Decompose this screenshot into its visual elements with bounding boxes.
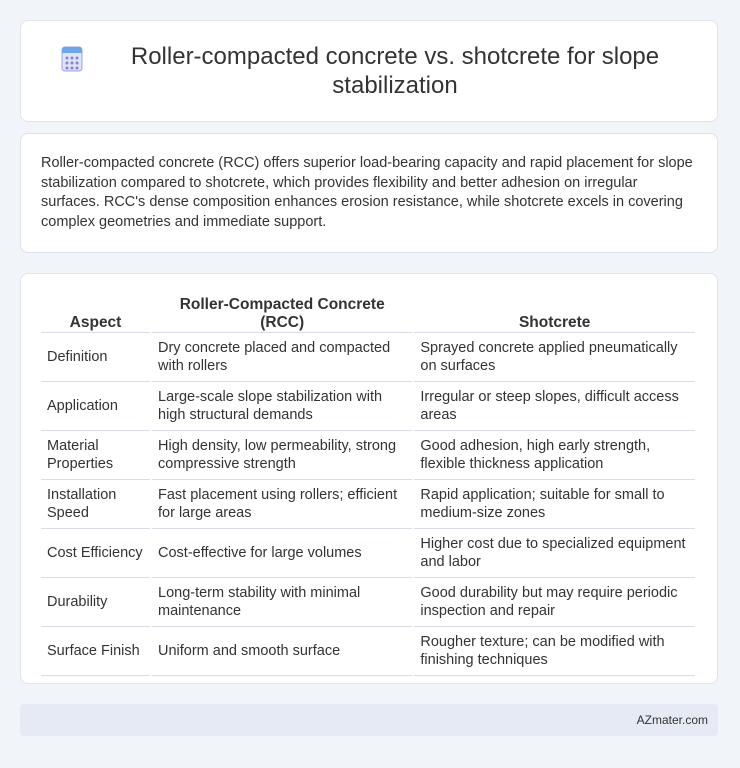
page-title: Roller-compacted concrete vs. shotcrete for slope stabilization bbox=[130, 43, 660, 99]
title-card bbox=[20, 20, 718, 122]
cell-aspect: Durability bbox=[41, 578, 150, 627]
cell-aspect: Material Properties bbox=[41, 431, 150, 480]
cell-rcc: Cost-effective for large volumes bbox=[152, 529, 412, 578]
cell-shotcrete: Good durability but may require periodic inspection and repair bbox=[414, 578, 695, 627]
table-row bbox=[41, 431, 695, 480]
cell-rcc: Long-term stability with minimal maintenance bbox=[152, 578, 412, 627]
cell-rcc: Dry concrete placed and compacted with rollers bbox=[152, 333, 412, 382]
table-row bbox=[41, 333, 695, 382]
cell-rcc: Uniform and smooth surface bbox=[152, 627, 412, 676]
cell-rcc: Fast placement using rollers; efficient for large areas bbox=[152, 480, 412, 529]
summary-card bbox=[20, 133, 718, 253]
table-row bbox=[41, 578, 695, 627]
cell-aspect: Application bbox=[41, 382, 150, 431]
cell-shotcrete: Sprayed concrete applied pneumatically on surfaces bbox=[414, 333, 695, 382]
footer-brand[interactable]: AZmater.com bbox=[636, 713, 708, 727]
table-header-row bbox=[41, 294, 695, 333]
cell-shotcrete: Irregular or steep slopes, difficult access areas bbox=[414, 382, 695, 431]
calculator-icon bbox=[59, 46, 85, 72]
summary-text: Roller-compacted concrete (RCC) offers superior load-bearing capacity and rapid placement for slope stabilization compared to shotcrete, which provides flexibility and better adhesion on irregular surfaces. RCC's dense composition enhances erosion resistance, while shotcrete excels in covering complex geometries and immediate support. bbox=[41, 155, 693, 230]
cell-shotcrete: Rougher texture; can be modified with finishing techniques bbox=[414, 627, 695, 676]
table-row bbox=[41, 627, 695, 676]
title-wrap bbox=[59, 42, 679, 100]
cell-aspect: Surface Finish bbox=[41, 627, 150, 676]
table-row bbox=[41, 480, 695, 529]
header-aspect: Aspect bbox=[41, 294, 150, 333]
table-row bbox=[41, 382, 695, 431]
header-shotcrete: Shotcrete bbox=[414, 294, 695, 333]
cell-rcc: Large-scale slope stabilization with high structural demands bbox=[152, 382, 412, 431]
cell-shotcrete: Good adhesion, high early strength, flexible thickness application bbox=[414, 431, 695, 480]
cell-aspect: Installation Speed bbox=[41, 480, 150, 529]
header-rcc: Roller-Compacted Concrete (RCC) bbox=[152, 294, 412, 333]
comparison-card bbox=[20, 273, 718, 684]
cell-aspect: Cost Efficiency bbox=[41, 529, 150, 578]
cell-shotcrete: Higher cost due to specialized equipment and labor bbox=[414, 529, 695, 578]
cell-aspect: Definition bbox=[41, 333, 150, 382]
cell-rcc: High density, low permeability, strong compressive strength bbox=[152, 431, 412, 480]
footer bbox=[20, 704, 718, 736]
table-row bbox=[41, 529, 695, 578]
cell-shotcrete: Rapid application; suitable for small to medium-size zones bbox=[414, 480, 695, 529]
comparison-table bbox=[39, 294, 697, 676]
